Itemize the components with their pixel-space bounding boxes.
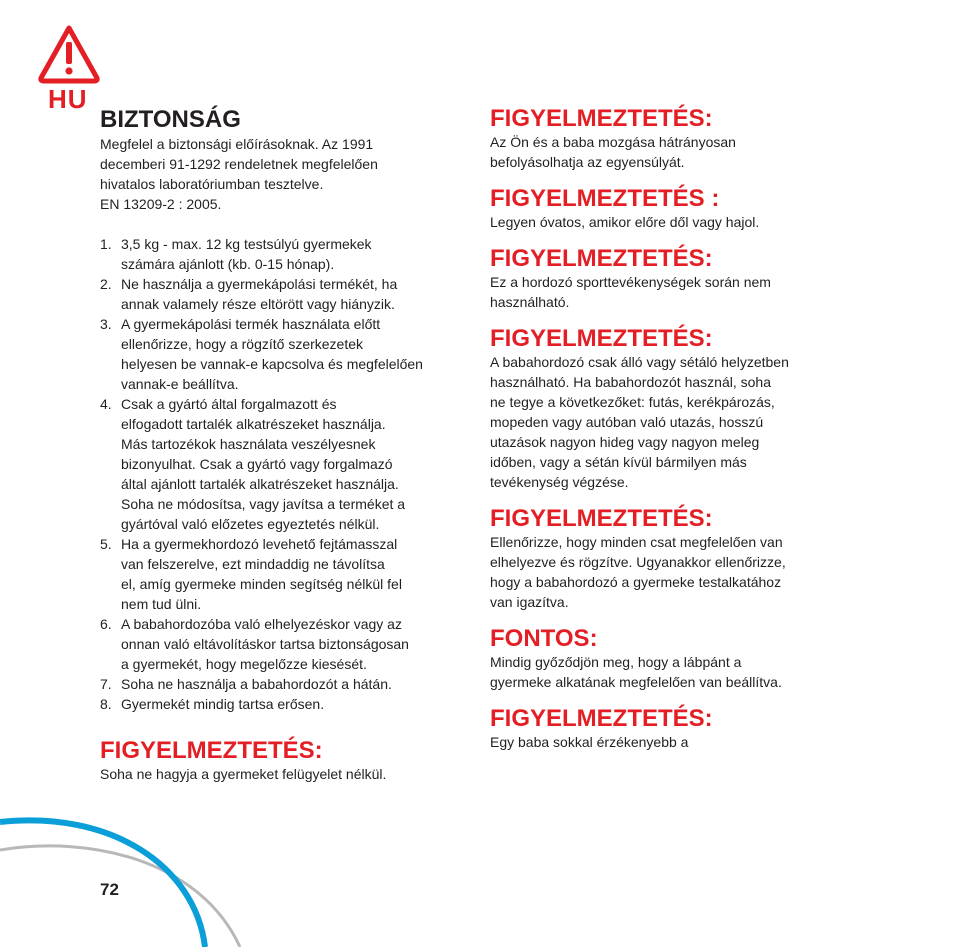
warning-section: FIGYELMEZTETÉS: Ellenőrizze, hogy minden csat megfelelően van elhelyezve és rögzítve. Ugyanakkor ellenőrizze, hogy a babahordozó a gyermeke testalkatához van igazítva. [490,506,835,612]
warning-heading: FIGYELMEZTETÉS : [490,185,720,212]
warning-section: FIGYELMEZTETÉS: Egy baba sokkal érzékenyebb a [490,706,835,752]
warning-heading: FIGYELMEZTETÉS: [490,325,713,352]
list-item: 8. Gyermekét mindig tartsa erősen. [100,696,325,712]
language-code: HU [48,84,88,114]
gray-curve [0,846,240,947]
left-column [100,106,460,784]
warning-heading: FIGYELMEZTETÉS: [490,245,713,272]
warning-heading: FIGYELMEZTETÉS: [490,105,713,132]
intro-paragraph: Megfelel a biztonsági előírásoknak. Az 1991 decemberi 91-1292 rendeletnek megfelelően hivatalos laboratóriumban tesztelve. EN 13209-2 : 2005. [100,136,378,212]
warning-triangle-icon [37,24,101,84]
warning-section: FIGYELMEZTETÉS: Soha ne hagyja a gyermeket felügyelet nélkül. [100,738,460,784]
right-column [490,106,835,766]
warning-section: FIGYELMEZTETÉS: A babahordozó csak álló vagy sétáló helyzetben használható. Ha babahordozót használ, soha ne tegye a következőket: futás, kerékpározás, mopeden vagy autóban való utazás, hosszú utazások nagyon hideg vagy nagyon meleg időben, vagy a sétán kívül bármilyen más tevékenység végzése. [490,326,835,492]
list-item: 2. Ne használja a gyermekápolási termékét, ha annak valamely része eltörött vagy hiányzik. [100,276,398,312]
important-heading: FONTOS: [490,625,598,652]
section-title-biztonsag: BIZTONSÁG [100,106,241,133]
list-item: 4. Csak a gyártó által forgalmazott és elfogadott tartalék alkatrészeket használja. Más tartozékok használata veszélyesnek bizonyulhat. Csak a gyártó vagy forgalmazó által ajánlott tartalék alkatrészeket használja. Soha ne módosítsa, vagy javítsa a terméket a gyártóval való előzetes egyeztetés nélkül. [100,396,406,532]
list-item: 5. Ha a gyermekhordozó levehető fejtámasszal van felszerelve, ezt mindaddig ne távolítsa el, amíg gyermeke minden segítség nélkül fel nem tud ülni. [100,536,402,612]
warning-section: FIGYELMEZTETÉS: Ez a hordozó sporttevékenységek során nem használható. [490,246,835,312]
warning-heading: FIGYELMEZTETÉS: [490,705,713,732]
list-item: 6. A babahordozóba való elhelyezéskor vagy az onnan való eltávolításkor tartsa biztonságosan a gyermekét, hogy megelőzze kiesését. [100,616,409,672]
safety-list [100,234,460,714]
warning-section: FIGYELMEZTETÉS: Az Ön és a baba mozgása hátrányosan befolyásolhatja az egyensúlyát. [490,106,835,172]
warning-heading: FIGYELMEZTETÉS: [490,505,713,532]
page-number: 72 [100,880,119,899]
list-item: 1. 3,5 kg - max. 12 kg testsúlyú gyermekek számára ajánlott (kb. 0-15 hónap). [100,236,372,272]
list-item: 7. Soha ne használja a babahordozót a hátán. [100,676,392,692]
warning-heading: FIGYELMEZTETÉS: [100,737,323,764]
warning-section: FIGYELMEZTETÉS : Legyen óvatos, amikor előre dől vagy hajol. [490,186,835,232]
important-section: FONTOS: Mindig győződjön meg, hogy a lábpánt a gyermeke alkatának megfelelően van beállítva. [490,626,835,692]
list-item: 3. A gyermekápolási termék használata előtt ellenőrizze, hogy a rögzítő szerkezetek helyesen be vannak-e kapcsolva és megfelelően vannak-e beállítva. [100,316,423,392]
